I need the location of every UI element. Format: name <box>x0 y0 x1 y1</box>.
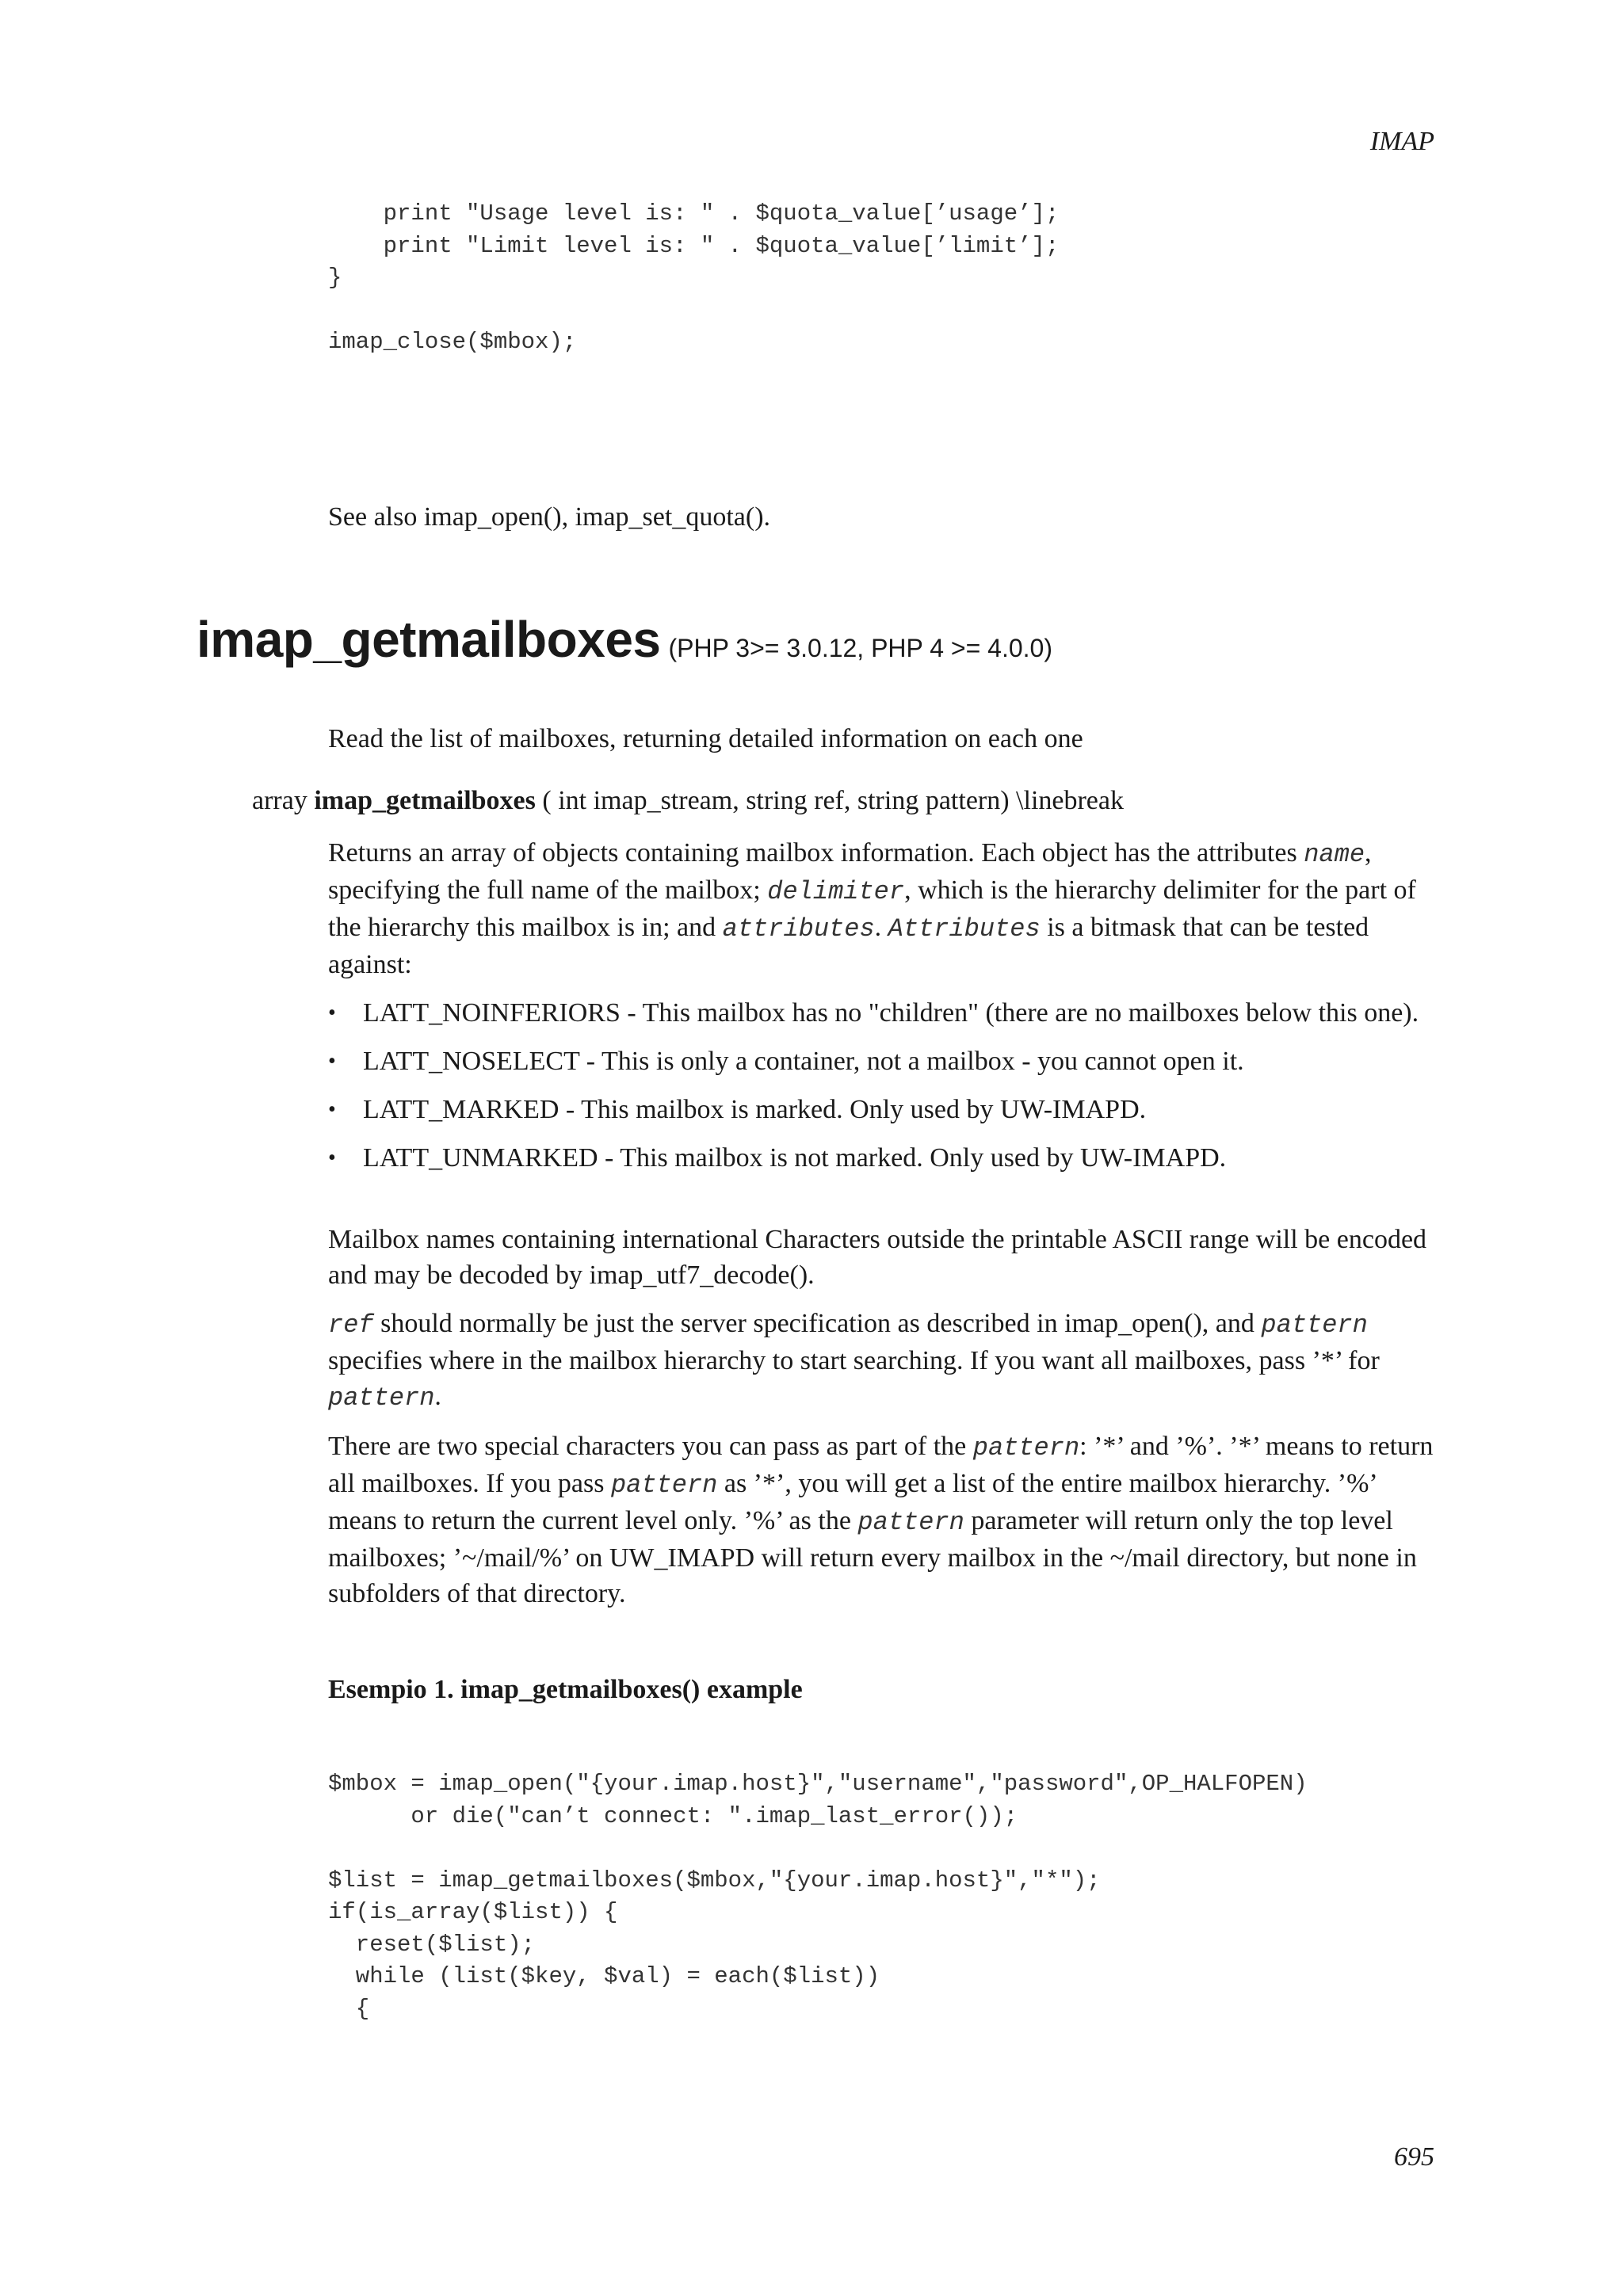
param-delimiter: delimiter <box>767 877 905 906</box>
synopsis-function-name: imap_getmailboxes <box>314 786 536 815</box>
see-also-text: See also imap_open(), imap_set_quota(). <box>328 502 771 532</box>
running-header: IMAP <box>1369 127 1434 156</box>
param-name: name <box>1304 840 1365 869</box>
param-attributes: attributes <box>722 914 875 944</box>
page-number: 695 <box>1394 2142 1434 2172</box>
param-pattern: pattern <box>610 1470 718 1500</box>
code-example: $mbox = imap_open("{your.imap.host}","username","password",OP_HALFOPEN) or die("can’t connect: ".imap_last_error()); $list = imap_getmailboxes($mbox,"{your.imap.host}","*"); if(is_array($list)) { reset($list); while (list($key, $val) = each($list)) { <box>328 1771 1308 2022</box>
list-item-text: LATT_MARKED - This mailbox is marked. Only used by UW-IMAPD. <box>363 1095 1147 1124</box>
param-ref: ref <box>328 1310 374 1340</box>
text-run: . <box>434 1382 441 1411</box>
list-item <box>328 1092 1438 1127</box>
ref-paragraph <box>328 1306 1438 1416</box>
bullet-icon: • <box>328 1146 336 1170</box>
list-item-text: LATT_NOINFERIORS - This mailbox has no "children" (there are no mailboxes below this one). <box>363 998 1419 1028</box>
bullet-icon: • <box>328 1049 336 1074</box>
bullet-icon: • <box>328 1097 336 1122</box>
text-run: is a bitmask that can be tested against: <box>328 913 1369 979</box>
text-run: There are two special characters you can pass as part of the <box>328 1432 973 1461</box>
param-pattern: pattern <box>328 1383 435 1413</box>
text-run: Returns an array of objects containing mailbox information. Each object has the attributes <box>328 838 1304 868</box>
special-chars-paragraph <box>328 1428 1438 1611</box>
function-synopsis <box>252 786 1124 816</box>
text-run: , specifying the full name of the mailbox; <box>328 838 1372 905</box>
example-title: Esempio 1. imap_getmailboxes() example <box>328 1675 803 1704</box>
version-info: (PHP 3>= 3.0.12, PHP 4 >= 4.0.0) <box>668 634 1052 662</box>
param-pattern: pattern <box>857 1508 964 1537</box>
list-item <box>328 1043 1438 1079</box>
param-pattern: pattern <box>972 1433 1080 1463</box>
text-run: as ’*’, you will get a list of the entire mailbox hierarchy. ’%’ means to return the current level only. ’%’ as the <box>328 1469 1377 1535</box>
param-attributes: Attributes <box>888 914 1041 944</box>
function-title: imap_getmailboxes <box>197 611 661 668</box>
function-purpose: Read the list of mailboxes, returning detailed information on each one <box>328 724 1083 753</box>
description-paragraph <box>328 835 1438 982</box>
function-heading <box>197 610 1052 669</box>
names-paragraph: Mailbox names containing international Characters outside the printable ASCII range will be encoded and may be decoded by imap_utf7_decode(). <box>328 1225 1427 1290</box>
text-run: , which is the hierarchy delimiter for the part of the hierarchy this mailbox is in; and <box>328 875 1416 942</box>
text-run: : ’*’ and ’%’. ’*’ means to return all mailboxes. If you pass <box>328 1432 1434 1498</box>
text-run: specifies where in the mailbox hierarchy to start searching. If you want all mailboxes, pass ’*’ for <box>328 1346 1380 1375</box>
text-run: . <box>874 913 888 942</box>
param-pattern: pattern <box>1261 1310 1368 1340</box>
code-block-continued: print "Usage level is: " . $quota_value[’usage’]; print "Limit level is: " . $quota_value[’limit’]; } imap_close($mbox); <box>328 200 1060 355</box>
text-run: should normally be just the server specification as described in imap_open(), and <box>373 1309 1262 1338</box>
list-item-text: LATT_NOSELECT - This is only a container, not a mailbox - you cannot open it. <box>363 1047 1244 1076</box>
description-body <box>328 835 1438 1624</box>
list-item <box>328 995 1438 1031</box>
list-item-text: LATT_UNMARKED - This mailbox is not marked. Only used by UW-IMAPD. <box>363 1143 1227 1173</box>
bullet-icon: • <box>328 1001 336 1025</box>
synopsis-params: ( int imap_stream, string ref, string pattern) \linebreak <box>542 786 1124 815</box>
attribute-flag-list <box>328 995 1438 1176</box>
text-run: parameter will return only the top level mailboxes; ’~/mail/%’ on UW_IMAPD will return every mailbox in the ~/mail directory, but none in subfolders of that directory. <box>328 1506 1417 1608</box>
return-type: array <box>252 786 307 815</box>
list-item <box>328 1140 1438 1176</box>
